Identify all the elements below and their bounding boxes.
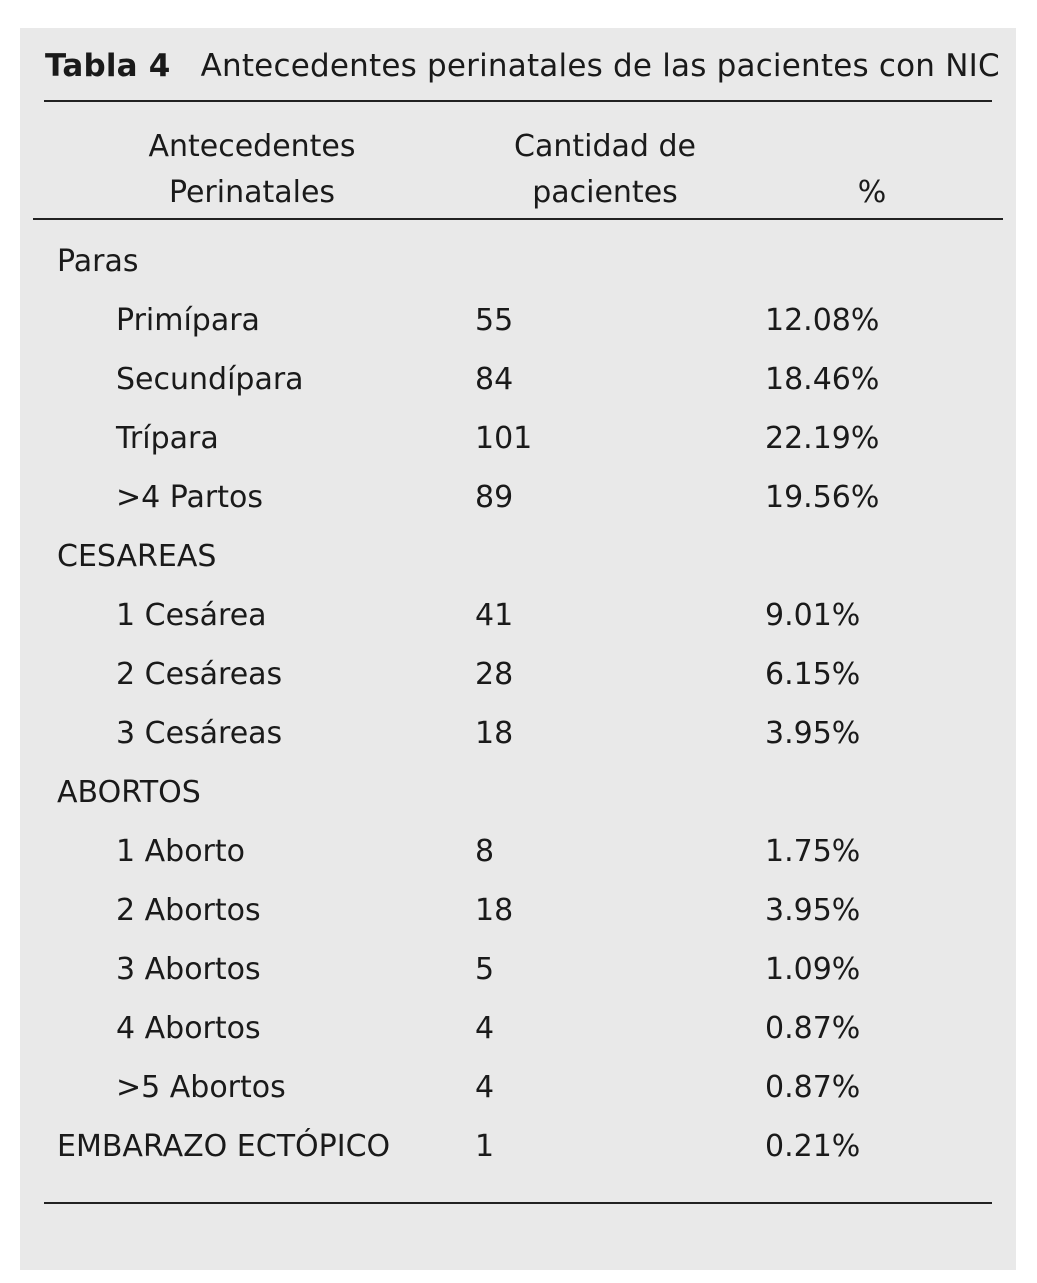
table-row xyxy=(20,711,1016,770)
row-percent: 0.21% xyxy=(765,1129,861,1164)
header-antecedentes-line1: Antecedentes xyxy=(148,129,356,164)
row-label: 4 Abortos xyxy=(116,1011,261,1046)
table-caption xyxy=(45,48,1000,84)
row-label: ABORTOS xyxy=(57,775,201,810)
row-percent: 0.87% xyxy=(765,1070,861,1105)
table-row xyxy=(20,829,1016,888)
row-percent: 22.19% xyxy=(765,421,880,456)
header-percent: % xyxy=(857,175,887,210)
row-label: Trípara xyxy=(116,421,219,456)
table-group-row xyxy=(20,239,1016,298)
row-count: 4 xyxy=(475,1070,495,1105)
row-percent: 9.01% xyxy=(765,598,861,633)
row-label: Primípara xyxy=(116,303,260,338)
table-group-row xyxy=(20,1124,1016,1183)
row-count: 18 xyxy=(475,716,514,751)
table-row xyxy=(20,416,1016,475)
table-row xyxy=(20,1065,1016,1124)
header-antecedentes xyxy=(102,124,402,216)
row-percent: 19.56% xyxy=(765,480,880,515)
row-count: 101 xyxy=(475,421,533,456)
bottom-rule xyxy=(44,1202,992,1204)
row-count: 5 xyxy=(475,952,495,987)
table-group-row xyxy=(20,534,1016,593)
row-percent: 3.95% xyxy=(765,716,861,751)
row-label: EMBARAZO ECTÓPICO xyxy=(57,1129,391,1164)
table-number: Tabla 4 xyxy=(45,48,171,84)
row-count: 89 xyxy=(475,480,514,515)
header-antecedentes-line2: Perinatales xyxy=(168,175,336,210)
row-percent: 12.08% xyxy=(765,303,880,338)
row-percent: 6.15% xyxy=(765,657,861,692)
table-row xyxy=(20,947,1016,1006)
table-panel xyxy=(20,28,1016,1270)
row-label: 3 Cesáreas xyxy=(116,716,283,751)
row-percent: 18.46% xyxy=(765,362,880,397)
table-row xyxy=(20,298,1016,357)
row-label: 2 Cesáreas xyxy=(116,657,283,692)
table-row xyxy=(20,888,1016,947)
table-body xyxy=(20,239,1016,1183)
row-count: 8 xyxy=(475,834,495,869)
row-percent: 3.95% xyxy=(765,893,861,928)
header-cantidad xyxy=(460,124,750,216)
header-cantidad-line1: Cantidad de xyxy=(514,129,696,164)
row-label: >4 Partos xyxy=(116,480,263,515)
row-percent: 0.87% xyxy=(765,1011,861,1046)
row-label: Paras xyxy=(57,244,139,279)
row-percent: 1.09% xyxy=(765,952,861,987)
row-label: 2 Abortos xyxy=(116,893,261,928)
row-label: >5 Abortos xyxy=(116,1070,286,1105)
row-percent: 1.75% xyxy=(765,834,861,869)
table-row xyxy=(20,652,1016,711)
table-row xyxy=(20,593,1016,652)
row-label: 1 Aborto xyxy=(116,834,245,869)
row-label: 1 Cesárea xyxy=(116,598,267,633)
row-count: 4 xyxy=(475,1011,495,1046)
header-rule xyxy=(33,218,1003,220)
table-group-row xyxy=(20,770,1016,829)
row-count: 18 xyxy=(475,893,514,928)
row-count: 41 xyxy=(475,598,514,633)
row-count: 1 xyxy=(475,1129,495,1164)
row-label: Secundípara xyxy=(116,362,304,397)
table-row xyxy=(20,357,1016,416)
table-title: Antecedentes perinatales de las pacientes con NIC xyxy=(200,48,1000,84)
top-rule xyxy=(44,100,992,102)
table-row xyxy=(20,475,1016,534)
header-cantidad-line2: pacientes xyxy=(532,175,678,210)
row-count: 28 xyxy=(475,657,514,692)
row-label: CESAREAS xyxy=(57,539,217,574)
row-label: 3 Abortos xyxy=(116,952,261,987)
row-count: 84 xyxy=(475,362,514,397)
row-count: 55 xyxy=(475,303,514,338)
table-row xyxy=(20,1006,1016,1065)
